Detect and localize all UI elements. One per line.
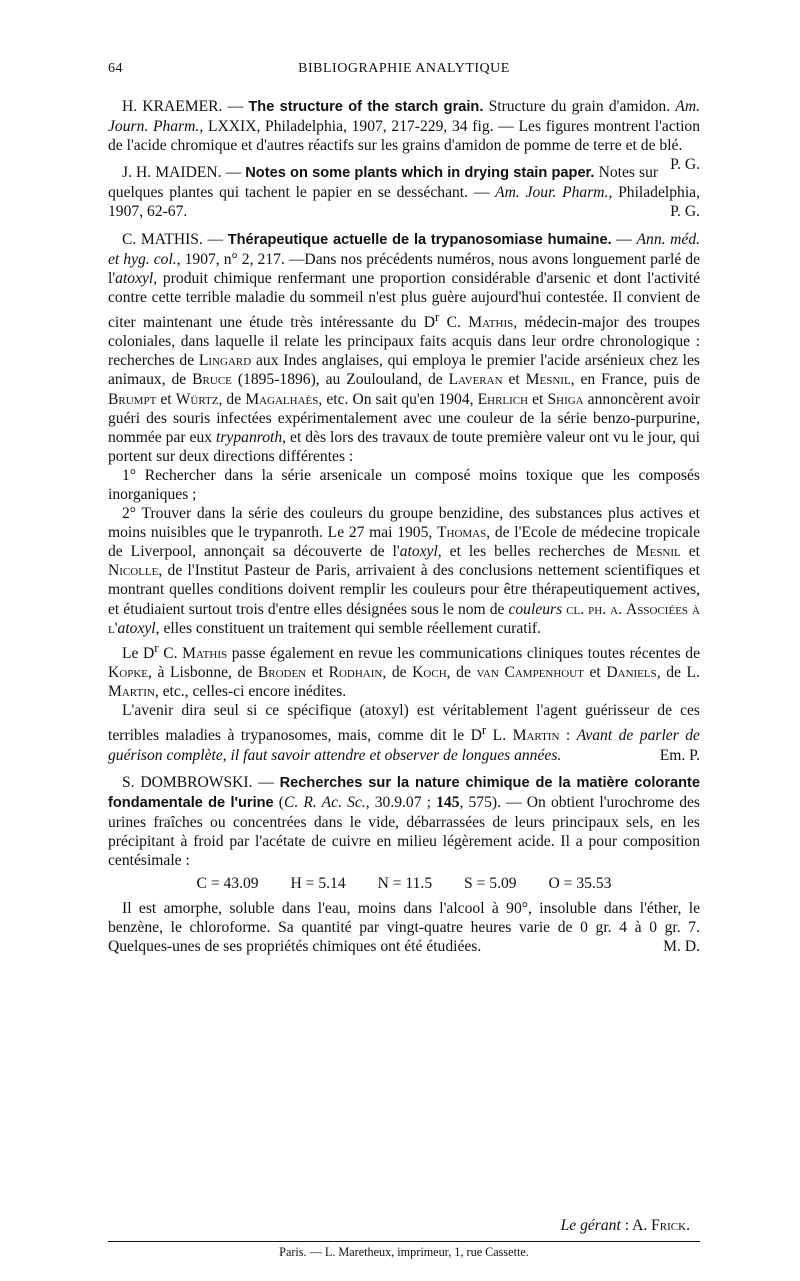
journal-name: Ann. méd. et hyg. col. xyxy=(108,230,701,268)
entry-title: The structure of the starch grain. xyxy=(248,99,484,115)
printer-line: Paris. — L. Maretheux, imprimeur, 1, rue Cassette. xyxy=(279,1245,529,1259)
composition-formula: C = 43.09 H = 5.14 N = 11.5 S = 5.09 O = 35.53 xyxy=(196,875,612,893)
entry-signature: Em. P. xyxy=(659,746,700,764)
page-footer xyxy=(108,1217,700,1260)
paragraph: Le $D^r$ C. Mathis passe également en revue les communications cliniques toutes récentes de Kopke, à Lisbonne, de Broden et Rodhain, de Koch, de van Campenhout et Daniels, de L. Martin, etc., celles-ci encore inédites. xyxy=(108,639,700,701)
entry-title: Recherches sur la nature chimique de la matière colorante fondamentale de l'urine xyxy=(108,774,701,811)
entry-author: S. DOMBROWSKI. — xyxy=(122,773,274,791)
page-header xyxy=(108,61,700,81)
gerant-line: Le gérant : A. Frick. xyxy=(560,1217,690,1234)
entry-kraemer: H. KRAEMER. — The structure of the starch grain. Structure du grain d'amidon. Am. Journ. Pharm., LXXIX, Philadelphia, 1907, 217-229, 34 fig. — Les figures montrent l'action de l'acide chromique et d'autres réactifs sur les grains d'amidon de pomme de terre et de blé. P. G. xyxy=(108,98,700,174)
entry-signature: P. G. xyxy=(670,156,700,174)
entry-author: C. MATHIS. — xyxy=(122,230,224,248)
bibliography-entries xyxy=(108,97,700,965)
entry-title: Thérapeutique actuelle de la trypanosomiase humaine. xyxy=(227,231,612,248)
page-number: 64 xyxy=(108,61,123,76)
paragraph: Il est amorphe, soluble dans l'eau, moins dans l'alcool à 90°, insoluble dans l'éther, le benzène, le chloroforme. Sa quantité par vingt-quatre heures varie de 0 gr. 4 à 0 gr. 7. Quelques-unes de ses propriétés chimiques ont été étudiées. M. D. xyxy=(108,900,700,956)
journal-name: Am. Journ. Pharm. xyxy=(108,98,700,136)
journal-name: Am. Jour. Pharm. xyxy=(495,184,609,202)
entry-signature: P. G. xyxy=(670,203,700,221)
entry-maiden: J. H. MAIDEN. — Notes on some plants which in drying stain paper. Notes sur quelques plantes qui tachent le papier en se desséchant. — Am. Jour. Pharm., Philadelphia, 1907, 62-67. P. G. xyxy=(108,164,700,221)
quote: Avant de parler de guérison complète, il faut savoir attendre et observer de longues années. xyxy=(108,727,700,764)
paragraph: 2° Trouver dans la série des couleurs du groupe benzidine, des substances plus actives et moins nuisibles que le trypanroth. Le 27 mai 1905, Thomas, de l'Ecole de médecine tropicale de Liverpool, annonçait sa découverte de l'atoxyl, et les belles recherches de Mesnil et Nicolle, de l'Institut Pasteur de Paris, arrivaient à des conclusions nettement scientifiques et montrant quelles conditions doivent remplir les couleurs pour être thérapeutiquement actives, et étudiaient surtout trois d'entre elles désignées sous le nom de couleurs cl. ph. α. Associées à l'atoxyl, elles constituent un traitement qui semble réellement curatif. xyxy=(108,505,700,637)
entry-dombrowski: S. DOMBROWSKI. — Recherches sur la nature chimique de la matière colorante fondamentale de l'urine (C. R. Ac. Sc., 30.9.07 ; 145, 575). — On obtient l'urochrome des urines fraîches ou concentrées dans le vide, débarrassées de leurs principaux sels, en les précipitant à froid par l'acétate de cuivre en milieu légèrement acide. Il a pour composition centésimale : C = 43.09 H = 5.14 N = 11.5 S = 5.09 O = 35.53 Il est amorphe, soluble dans l'eau, moins dans l'alcool à 90°, insoluble dans l'éther, le benzène, le chloroforme. Sa quantité par vingt-quatre heures varie de 0 gr. 4 à 0 gr. 7. Quelques-unes de ses propriétés chimiques ont été étudiées. M. D. xyxy=(108,773,701,956)
entry-author: H. KRAEMER. — xyxy=(122,98,244,115)
paragraph: L'avenir dira seul si ce spécifique (atoxyl) est véritablement l'agent guérisseur de ces terribles maladies à trypanosomes, mais, comme dit le $D^r$ L. Martin : Avant de parler de guérison complète, il faut savoir attendre et observer de longues années. Em. P. xyxy=(108,702,700,764)
entry-mathis: C. MATHIS. — Thérapeutique actuelle de la trypanosomiase humaine. — Ann. méd. et hyg. col., 1907, n° 2, 217. —Dans nos précédents numéros, nous avons longuement parlé de l'atoxyl, produit chimique renfermant une proportion considérable d'arsenic et dont l'activité contre cette terrible maladie du sommeil n'est plus guère aujourd'hui contestée. Il convient de citer maintenant une étude très intéressante du $D^r$ C. Mathis, médecin-major des troupes coloniales, dans laquelle il relate les principaux faits acquis dans leur ordre chronologique : recherches de Lingard aux Indes anglaises, qui employa le premier l'acide arsénieux chez les animaux, de Bruce (1895-1896), au Zoulouland, de Laveran et Mesnil, en France, puis de Brumpt et Würtz, de Magalhaès, etc. On sait qu'en 1904, Ehrlich et Shiga annoncèrent avoir guéri des souris infectées expérimentalement avec une couleur de la série benzo-purpurine, nommée par eux trypanroth, et dès lors des travaux de toute première valeur ont vu le jour, qui portent sur deux directions différentes : 1° Rechercher dans la série arsenicale un composé moins toxique que les composés inorganiques ; 2° Trouver dans la série des couleurs du groupe benzidine, des substances plus actives et moins nuisibles que le trypanroth. Le 27 mai 1905, Thomas, de l'Ecole de médecine tropicale de Liverpool, annonçait sa découverte de l'atoxyl, et les belles recherches de Mesnil et Nicolle, de l'Institut Pasteur de Paris, arrivaient à des conclusions nettement scientifiques et montrant quelles conditions doivent remplir les couleurs pour être thérapeutiquement actives, et étudiaient surtout trois d'entre elles désignées sous le nom de couleurs cl. ph. α. Associées à l'atoxyl, elles constituent un traitement qui semble réellement curatif. Le $D^r$ C. Mathis passe également en revue les communications cliniques toutes récentes de Kopke, à Lisbonne, de Broden et Rodhain, de Koch, de van Campenhout et Daniels, de L. Martin, etc., celles-ci encore inédites. L'avenir dira seul si ce spécifique (atoxyl) est véritablement l'agent guérisseur de ces terribles maladies à trypanosomes, mais, comme dit le $D^r$ L. Martin : Avant de parler de guérison complète, il faut savoir attendre et observer de longues années. Em. P. xyxy=(108,230,701,764)
entry-signature: M. D. xyxy=(663,938,700,956)
divider xyxy=(108,1241,700,1242)
journal-name: C. R. Ac. Sc. xyxy=(283,793,366,811)
running-title: BIBLIOGRAPHIE ANALYTIQUE xyxy=(298,61,510,76)
paragraph: 1° Rechercher dans la série arsenicale un composé moins toxique que les composés inorganiques ; xyxy=(108,466,700,503)
entry-title: Notes on some plants which in drying stain paper. xyxy=(245,165,595,182)
entry-author: J. H. MAIDEN. — xyxy=(122,164,242,182)
